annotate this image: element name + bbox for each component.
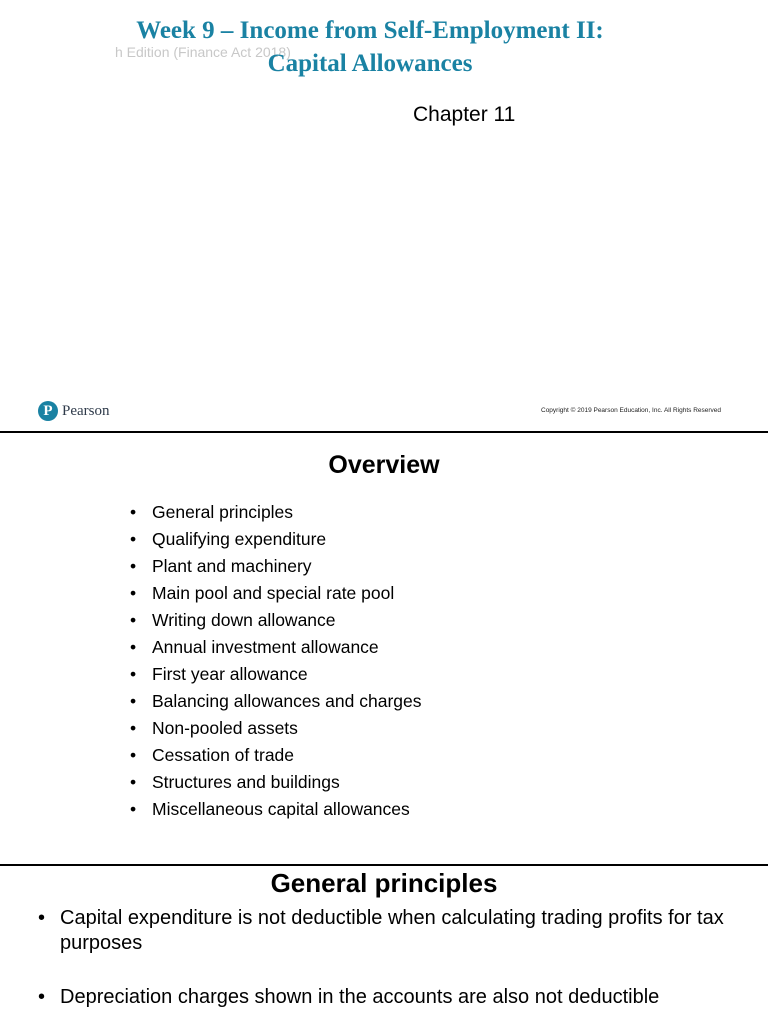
overview-title: Overview: [328, 451, 440, 479]
bullet-icon: •: [130, 637, 137, 657]
general-principles-title: General principles: [270, 868, 498, 898]
title-line-2: Capital Allowances: [267, 50, 473, 77]
list-item: • Depreciation charges shown in the accounts are also not deductible: [38, 986, 660, 1008]
bullet-icon: •: [38, 907, 46, 929]
list-item: • Structures and buildings: [130, 769, 421, 796]
list-item: • Writing down allowance: [130, 607, 421, 634]
bullet-icon: •: [130, 691, 137, 711]
list-item: • Cessation of trade: [130, 742, 421, 769]
bullet-icon: •: [130, 799, 137, 819]
pearson-logo-text: Pearson: [62, 402, 110, 419]
bullet-icon: •: [130, 664, 137, 684]
slide-title: [0, 0, 768, 433]
slide-title-heading: [0, 14, 740, 80]
bullet-icon: •: [130, 502, 137, 522]
overview-bullet-list: [130, 499, 421, 823]
bullet-icon: •: [130, 610, 137, 630]
bullet-icon: •: [130, 583, 137, 603]
list-item: • Annual investment allowance: [130, 634, 421, 661]
pearson-logo: [38, 401, 110, 421]
bullet-icon: •: [130, 718, 137, 738]
ghost-subtitle: h Edition (Finance Act 2018): [115, 44, 291, 60]
copyright-notice: Copyright © 2019 Pearson Education, Inc. All Rights Reserved: [541, 407, 722, 414]
list-item: • Balancing allowances and charges: [130, 688, 421, 715]
list-item: • Non-pooled assets: [130, 715, 421, 742]
pearson-logo-icon: P: [38, 401, 58, 421]
list-item: • Plant and machinery: [130, 553, 421, 580]
bullet-icon: •: [38, 986, 46, 1008]
bullet-icon: •: [130, 556, 137, 576]
bullet-icon: •: [130, 772, 137, 792]
general-principles-bullet-list: [38, 906, 750, 1010]
bullet-icon: •: [130, 529, 137, 549]
list-item: • Qualifying expenditure: [130, 526, 421, 553]
list-item: • Main pool and special rate pool: [130, 580, 421, 607]
slide-overview: [0, 433, 768, 866]
bullet-icon: •: [130, 745, 137, 765]
list-item: • General principles: [130, 499, 421, 526]
chapter-label: Chapter 11: [413, 103, 516, 126]
list-item: • Miscellaneous capital allowances: [130, 796, 421, 823]
list-item: • First year allowance: [130, 661, 421, 688]
title-line-1: Week 9 – Income from Self-Employment II:: [136, 17, 604, 44]
list-item: • Capital expenditure is not deductible when calculating trading profits for tax purposes: [38, 907, 724, 954]
slide-general-principles: [0, 866, 768, 1024]
